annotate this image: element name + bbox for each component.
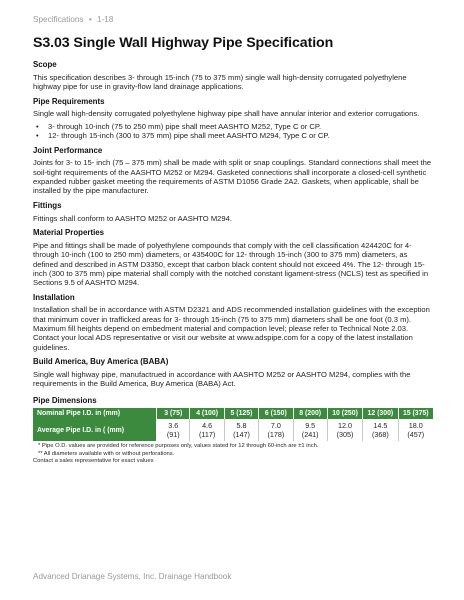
document-body bbox=[33, 60, 433, 465]
table-cell: 18.0 (457) bbox=[407, 421, 425, 440]
list-item: • 3- through 10-inch (75 to 250 mm) pipe shall meet AASHTO M252, Type C or CP. bbox=[48, 122, 433, 131]
installation-text: Installation shall be in accordance with ASTM D2321 and ADS recommended installation guidelines with the exception that minimum cover in trafficked areas for 3- through 15-inch (75 to 375 mm) diameters shall be one foot (0.3 m). Maximum fill heights depend on embedment material and compaction level; please refer to Technical Note 2.03. Contact your local ADS representative or visit our website at www.adspipe.com for a copy of the latest installation guidelines. bbox=[33, 305, 430, 352]
table-column-header: 12 (300) bbox=[363, 408, 398, 419]
note-line: * Pipe O.D. values are provided for reference purposes only, values stated for 12 through 60-inch are ±1 inch. bbox=[38, 443, 319, 450]
pipe-requirements-text: Single wall high-density corrugated polyethylene highway pipe shall have annular interior and exterior corrugations. bbox=[33, 109, 420, 119]
table-cell: 7.0 (178) bbox=[259, 419, 293, 441]
pipe-requirements-list bbox=[33, 122, 433, 141]
baba-heading: Build America, Buy America (BABA) bbox=[33, 357, 169, 367]
joint-performance-heading: Joint Performance bbox=[33, 145, 103, 155]
table-row bbox=[33, 419, 433, 441]
table-header-label: Nominal Pipe I.D. in (mm) bbox=[33, 408, 157, 419]
fittings-heading: Fittings bbox=[33, 201, 62, 211]
table-column-header: 3 (75) bbox=[157, 408, 190, 419]
table-column-header: 10 (250) bbox=[328, 408, 363, 419]
table-header-row bbox=[33, 408, 433, 419]
header-section: Specifications bbox=[33, 15, 84, 24]
table-column-header: 8 (200) bbox=[294, 408, 328, 419]
table-column-header: 6 (150) bbox=[259, 408, 293, 419]
material-properties-heading: Material Properties bbox=[33, 228, 105, 238]
table-cell: 4.6 (117) bbox=[190, 419, 224, 441]
page-footer: Advanced Drianage Systems, Inc. Drainage Handbook bbox=[33, 572, 232, 581]
table-cell: 14.5 (368) bbox=[363, 419, 398, 441]
fittings-text: Fittings shall conform to AASHTO M252 or AASHTO M294. bbox=[33, 213, 232, 223]
note-line: ** All diameters available with or without perforations. bbox=[38, 450, 175, 457]
pipe-dimensions-table bbox=[33, 408, 433, 441]
table-row-label: Average Pipe I.D. in ( (mm) bbox=[33, 419, 157, 441]
table-column-header: 15 (375) bbox=[399, 408, 433, 419]
header-separator: • bbox=[88, 15, 92, 24]
page-header bbox=[33, 15, 113, 24]
pipe-requirements-heading: Pipe Requirements bbox=[33, 96, 105, 106]
table-column-header: 5 (125) bbox=[225, 408, 259, 419]
scope-text: This specification describes 3- through 15-inch (75 to 375 mm) single wall high-density corrugated polyethylene highway pipe for use in gravity-flow land drainage applications. bbox=[33, 72, 407, 91]
pipe-dimensions-heading: Pipe Dimensions bbox=[33, 395, 97, 405]
table-cell: 5.8 (147) bbox=[225, 419, 259, 441]
table-column-header: 4 (100) bbox=[190, 408, 224, 419]
note-line: Contact a sales representative for exact values bbox=[33, 457, 154, 464]
scope-heading: Scope bbox=[33, 60, 57, 69]
baba-text: Single wall highway pipe, manufactrued in accordance with AASHTO M252 or AASHTO M294, complies with the requirements in the Build America, Buy America (BABA) Act. bbox=[33, 369, 411, 389]
joint-performance-text: Joints for 3- to 15- inch (75 – 375 mm) shall be made with split or snap couplings. Standard connections shall meet the soil-tight requirements of the AASHTO M252 or M294. Gasketed connections shall incorporate a closed-cell synthetic expanded rubber gasket meeting the requirements of ASTM D1056 Grade 2A2. Gaskets, when applicable, shall be installed by the pipe manufacturer. bbox=[33, 158, 432, 196]
material-properties-text: Pipe and fittings shall be made of polyethylene compounds that comply with the cell classification 424420C for 4- through 10-inch (100 to 250 mm) diameters, or 435400C for 12- through 15-inch (300 to 375 mm) diameters, as defined and described in ASTM D3350, except that carbon black content should not exceed 4%. The 12- through 15-inch (300 to 375 mm) pipe material shall comply with the notched constant ligament-stress (NCLS) test as specified in Sections 9.5 of AASHTO M294. bbox=[33, 240, 429, 288]
page-title: S3.03 Single Wall Highway Pipe Specification bbox=[33, 35, 334, 51]
list-item: • 12- through 15-inch (300 to 375 mm) pipe shall meet AASHTO M294, Type C or CP. bbox=[48, 131, 433, 140]
table-cell: 3.6 (91) bbox=[157, 419, 190, 441]
table-cell: 12.0 (305) bbox=[328, 419, 363, 441]
table-cell: 9.5 (241) bbox=[294, 419, 328, 441]
table-notes bbox=[33, 443, 433, 465]
installation-heading: Installation bbox=[33, 292, 75, 302]
header-page-number: 1-18 bbox=[96, 15, 114, 24]
